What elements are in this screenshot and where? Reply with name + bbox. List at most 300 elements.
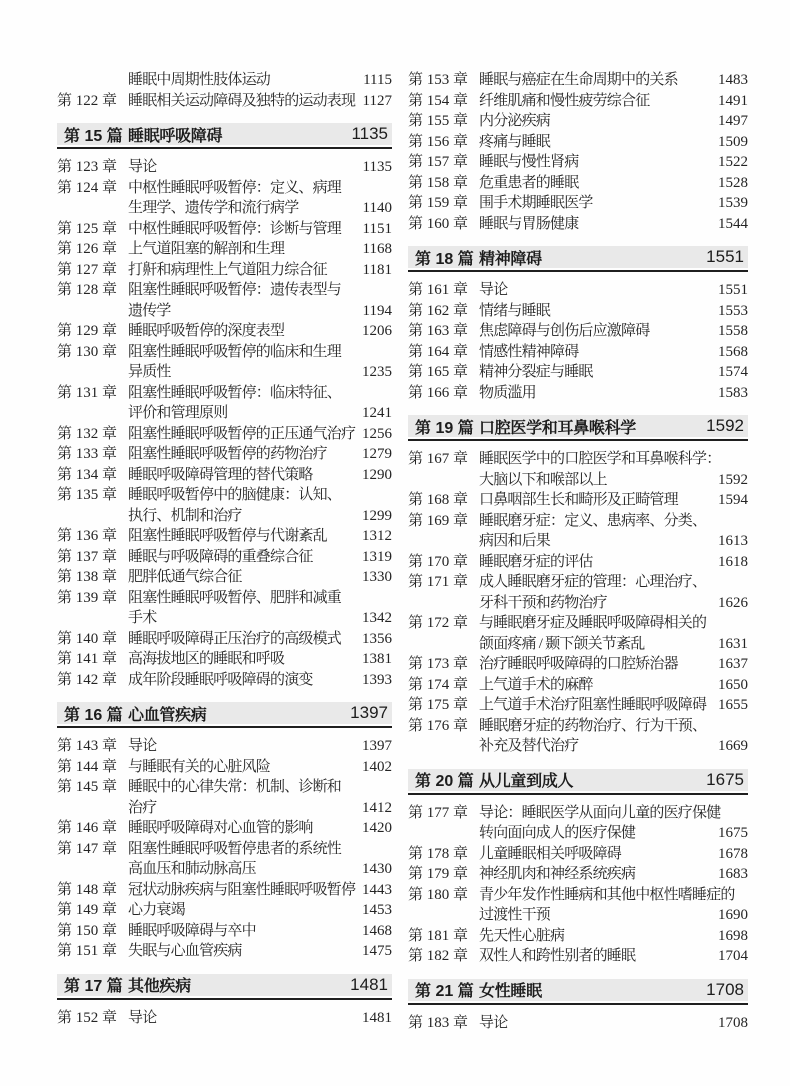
chapter-page-number: 1481 <box>362 1009 392 1026</box>
toc-entry-line <box>408 634 748 655</box>
toc-entry-line <box>408 593 748 614</box>
section-title: 其他疾病 <box>128 978 191 995</box>
chapter-title: 中枢性睡眠呼吸暂停：诊断与管理 <box>128 220 342 237</box>
toc-entry-line <box>408 301 748 322</box>
chapter-page-number: 1568 <box>718 343 748 360</box>
chapter-title: 物质滥用 <box>479 384 536 401</box>
chapter-title: 心力衰竭 <box>128 902 185 918</box>
chapter-page-number: 1655 <box>718 697 748 713</box>
chapter-title: 导论：睡眠医学从面向儿童的医疗保健 <box>479 804 721 821</box>
section-page-number: 1708 <box>706 979 744 999</box>
chapter-number-label: 第 153 章 <box>408 72 469 88</box>
chapter-title: 导论 <box>479 1014 508 1031</box>
chapter-number-label: 第 147 章 <box>57 840 118 857</box>
section-page-number: 1675 <box>706 769 744 789</box>
chapter-title: 睡眠呼吸暂停的深度表型 <box>128 323 285 339</box>
chapter-page-number: 1574 <box>718 364 748 380</box>
toc-entry-line <box>57 859 392 880</box>
chapter-page-number: 1127 <box>362 92 392 109</box>
chapter-page-number: 1402 <box>362 758 392 775</box>
chapter-title: 睡眠相关运动障碍及独特的运动表现 <box>128 92 356 109</box>
chapter-number-label: 第 179 章 <box>408 866 469 882</box>
chapter-number-label: 第 123 章 <box>57 159 118 175</box>
chapter-number-label: 第 170 章 <box>408 553 469 570</box>
section-rule <box>408 1003 748 1005</box>
chapter-number-label: 第 174 章 <box>408 676 469 693</box>
section-rule <box>408 439 748 441</box>
toc-entry-line <box>408 885 748 906</box>
chapter-number-label: 第 143 章 <box>57 738 118 754</box>
chapter-number-label: 第 137 章 <box>57 548 118 565</box>
toc-entry-line <box>57 900 392 921</box>
toc-entry-line <box>57 321 392 342</box>
section-title: 心血管疾病 <box>128 706 207 724</box>
chapter-page-number: 1618 <box>718 553 748 570</box>
toc-section-header <box>57 123 392 149</box>
toc-section-header <box>57 974 392 1000</box>
toc-entry-line <box>408 844 748 865</box>
toc-section-header <box>408 769 748 795</box>
chapter-title: 精神分裂症与睡眠 <box>479 364 593 380</box>
toc-section-bar <box>57 123 392 145</box>
chapter-title: 睡眠与慢性肾病 <box>479 154 579 170</box>
section-page-number: 1135 <box>351 124 388 143</box>
chapter-title: 围手术期睡眠医学 <box>479 195 593 211</box>
toc-section-header <box>408 246 748 272</box>
toc-entry-line <box>408 91 748 112</box>
chapter-number-label: 第 134 章 <box>57 466 118 483</box>
chapter-page-number: 1669 <box>718 738 748 754</box>
section-number-label: 第 21 篇 <box>415 983 474 1000</box>
chapter-page-number: 1393 <box>362 671 392 688</box>
toc-entry-line <box>408 490 748 511</box>
toc-entry-line <box>57 649 392 670</box>
chapter-number-label: 第 129 章 <box>57 323 118 339</box>
toc-entry-line <box>408 362 748 383</box>
toc-section-bar <box>57 702 392 724</box>
chapter-page-number: 1256 <box>362 425 392 442</box>
chapter-title: 与睡眠磨牙症及睡眠呼吸障碍相关的 <box>479 615 707 631</box>
chapter-title: 上气道阻塞的解剖和生理 <box>128 241 285 257</box>
chapter-number-label: 第 176 章 <box>408 717 469 734</box>
chapter-title: 阻塞性睡眠呼吸暂停的正压通气治疗 <box>128 425 356 442</box>
chapter-page-number: 1181 <box>362 261 392 278</box>
chapter-number-label: 第 139 章 <box>57 589 118 606</box>
chapter-page-number: 1698 <box>718 927 748 944</box>
chapter-number-label: 第 132 章 <box>57 425 118 442</box>
chapter-title: 打鼾和病理性上气道阻力综合征 <box>128 261 327 278</box>
toc-entry-line <box>408 70 748 91</box>
chapter-title: 生理学、遗传学和流行病学 <box>128 200 299 216</box>
toc-section-header <box>408 979 748 1005</box>
chapter-page-number: 1279 <box>362 446 392 462</box>
chapter-title: 治疗 <box>128 799 157 816</box>
chapter-page-number: 1544 <box>718 215 748 232</box>
toc-entry-line <box>408 511 748 532</box>
section-rule <box>57 726 392 728</box>
chapter-number-label: 第 140 章 <box>57 630 118 647</box>
chapter-page-number: 1356 <box>362 630 392 647</box>
chapter-title: 焦虑障碍与创伤后应激障碍 <box>479 323 650 339</box>
section-number-label: 第 20 篇 <box>415 773 474 790</box>
toc-entry-line <box>408 111 748 132</box>
chapter-number-label: 第 160 章 <box>408 215 469 232</box>
chapter-title: 导论 <box>479 282 508 298</box>
toc-entry-line <box>408 716 748 737</box>
toc-entry-line <box>57 608 392 629</box>
chapter-title: 治疗睡眠呼吸障碍的口腔矫治器 <box>479 656 678 672</box>
chapter-number-label: 第 125 章 <box>57 220 118 237</box>
toc-entry-line <box>57 757 392 778</box>
toc-entry-line <box>408 864 748 885</box>
chapter-page-number: 1637 <box>718 656 748 672</box>
chapter-title: 阻塞性睡眠呼吸暂停、肥胖和减重 <box>128 589 342 606</box>
chapter-title: 儿童睡眠相关呼吸障碍 <box>479 845 622 862</box>
section-number-label: 第 17 篇 <box>64 978 123 995</box>
chapter-title: 青少年发作性睡病和其他中枢性嗜睡症的 <box>479 886 735 903</box>
toc-section-bar <box>408 979 748 1001</box>
toc-entry-line <box>408 321 748 342</box>
toc-entry-line <box>57 547 392 568</box>
chapter-title: 与睡眠有关的心脏风险 <box>128 758 271 775</box>
toc-entry-line <box>408 193 748 214</box>
chapter-number-label: 第 169 章 <box>408 512 469 529</box>
toc-entry-line <box>57 736 392 757</box>
toc-entry-line <box>57 798 392 819</box>
chapter-title: 导论 <box>128 738 157 754</box>
chapter-page-number: 1241 <box>362 405 392 421</box>
toc-entry-line <box>408 572 748 593</box>
chapter-title: 睡眠磨牙症的药物治疗、行为干预、 <box>479 717 707 734</box>
chapter-number-label: 第 173 章 <box>408 656 469 672</box>
toc-entry-line <box>57 880 392 901</box>
chapter-page-number: 1319 <box>362 548 392 565</box>
toc-entry-line <box>57 670 392 691</box>
chapter-title: 执行、机制和治疗 <box>128 507 242 524</box>
toc-entry-line <box>408 173 748 194</box>
toc-entry-line <box>57 818 392 839</box>
chapter-title: 睡眠医学中的口腔医学和耳鼻喉科学： <box>479 451 721 467</box>
section-title: 从儿童到成人 <box>479 773 574 790</box>
chapter-number-label: 第 157 章 <box>408 154 469 170</box>
chapter-number-label: 第 127 章 <box>57 261 118 278</box>
chapter-title: 睡眠磨牙症：定义、患病率、分类、 <box>479 512 707 529</box>
chapter-title: 冠状动脉疾病与阻塞性睡眠呼吸暂停 <box>128 881 356 898</box>
chapter-page-number: 1650 <box>718 676 748 693</box>
chapter-title: 手术 <box>128 610 157 626</box>
toc-entry-line <box>408 383 748 404</box>
chapter-page-number: 1539 <box>718 195 748 211</box>
chapter-number-label: 第 177 章 <box>408 804 469 821</box>
section-page-number: 1551 <box>706 247 744 266</box>
chapter-page-number: 1491 <box>718 92 748 109</box>
chapter-number-label: 第 142 章 <box>57 671 118 688</box>
chapter-number-label: 第 128 章 <box>57 282 118 298</box>
toc-section-bar <box>408 246 748 268</box>
toc-entry-line <box>57 444 392 465</box>
chapter-number-label: 第 164 章 <box>408 343 469 360</box>
chapter-title: 转向面向成人的医疗保健 <box>479 825 636 841</box>
chapter-page-number: 1206 <box>362 323 392 339</box>
chapter-page-number: 1330 <box>362 569 392 585</box>
chapter-number-label: 第 145 章 <box>57 779 118 795</box>
chapter-number-label: 第 158 章 <box>408 174 469 191</box>
chapter-number-label: 第 138 章 <box>57 569 118 585</box>
toc-entry-line <box>408 654 748 675</box>
toc-entry-line <box>57 1008 392 1029</box>
chapter-number-label: 第 146 章 <box>57 820 118 836</box>
section-page-number: 1397 <box>350 703 388 722</box>
chapter-title: 口鼻咽部生长和畸形及正畸管理 <box>479 492 678 508</box>
chapter-number-label: 第 163 章 <box>408 323 469 339</box>
toc-entry-line <box>408 449 748 470</box>
toc-entry-line <box>57 260 392 281</box>
chapter-page-number: 1708 <box>718 1014 748 1031</box>
toc-entry-line <box>57 941 392 962</box>
toc-section-bar <box>57 974 392 996</box>
toc-entry-line <box>408 803 748 824</box>
section-rule <box>57 998 392 1000</box>
toc-entry-line <box>408 531 748 552</box>
chapter-page-number: 1430 <box>362 861 392 877</box>
chapter-page-number: 1290 <box>362 466 392 483</box>
chapter-title: 高海拔地区的睡眠和呼吸 <box>128 651 285 667</box>
toc-column-left <box>57 70 392 1028</box>
chapter-title: 先天性心脏病 <box>479 927 565 944</box>
chapter-title: 阻塞性睡眠呼吸暂停：遗传表型与 <box>128 282 342 298</box>
toc-entry-line <box>408 736 748 757</box>
toc-entry-line <box>408 152 748 173</box>
chapter-page-number: 1443 <box>362 881 392 898</box>
section-title: 睡眠呼吸障碍 <box>128 127 223 145</box>
chapter-number-label: 第 136 章 <box>57 528 118 544</box>
toc-entry-line <box>408 675 748 696</box>
chapter-number-label: 第 155 章 <box>408 113 469 129</box>
chapter-title: 阻塞性睡眠呼吸暂停与代谢紊乱 <box>128 528 327 544</box>
chapter-title: 情绪与睡眠 <box>479 302 551 319</box>
chapter-number-label: 第 152 章 <box>57 1009 118 1026</box>
chapter-title: 过渡性干预 <box>479 907 551 923</box>
chapter-title: 睡眠中的心律失常：机制、诊断和 <box>128 779 342 795</box>
toc-entry-line <box>57 280 392 301</box>
chapter-title: 成年阶段睡眠呼吸障碍的演变 <box>128 671 313 688</box>
chapter-number-label: 第 154 章 <box>408 92 469 109</box>
chapter-page-number: 1631 <box>718 635 748 652</box>
chapter-page-number: 1592 <box>718 471 748 488</box>
chapter-number-label: 第 124 章 <box>57 179 118 196</box>
chapter-number-label: 第 126 章 <box>57 241 118 257</box>
chapter-title: 睡眠呼吸暂停中的脑健康：认知、 <box>128 487 342 503</box>
toc-entry-line <box>57 424 392 445</box>
chapter-page-number: 1613 <box>718 533 748 549</box>
chapter-title: 导论 <box>128 1009 157 1026</box>
chapter-number-label: 第 165 章 <box>408 364 469 380</box>
toc-entry-line <box>408 280 748 301</box>
chapter-page-number: 1522 <box>718 154 748 170</box>
chapter-title: 睡眠中周期性肢体运动 <box>128 72 271 88</box>
toc-entry-line <box>408 552 748 573</box>
toc-entry-line <box>57 485 392 506</box>
toc-entry-line <box>57 921 392 942</box>
chapter-title: 睡眠呼吸障碍与卒中 <box>128 922 256 939</box>
chapter-page-number: 1468 <box>362 922 392 939</box>
toc-entry-line <box>57 403 392 424</box>
chapter-title: 阻塞性睡眠呼吸暂停：临床特征、 <box>128 384 342 401</box>
chapter-title: 神经肌肉和神经系统疾病 <box>479 866 636 882</box>
chapter-title: 睡眠呼吸障碍对心血管的影响 <box>128 820 313 836</box>
chapter-number-label: 第 167 章 <box>408 451 469 467</box>
chapter-number-label: 第 178 章 <box>408 845 469 862</box>
toc-entry-line <box>57 239 392 260</box>
chapter-number-label: 第 148 章 <box>57 881 118 898</box>
chapter-page-number: 1420 <box>362 820 392 836</box>
section-title: 口腔医学和耳鼻喉科学 <box>479 419 637 437</box>
toc-entry-line <box>408 926 748 947</box>
chapter-number-label: 第 130 章 <box>57 343 118 360</box>
chapter-page-number: 1140 <box>362 200 392 216</box>
toc-section-header <box>408 415 748 441</box>
toc-entry-line <box>57 839 392 860</box>
section-rule <box>408 270 748 272</box>
chapter-number-label: 第 168 章 <box>408 492 469 508</box>
chapter-number-label: 第 180 章 <box>408 886 469 903</box>
chapter-number-label: 第 175 章 <box>408 697 469 713</box>
chapter-title: 上气道手术治疗阻塞性睡眠呼吸障碍 <box>479 697 707 713</box>
toc-entry-line <box>57 198 392 219</box>
toc-entry-line <box>408 1013 748 1034</box>
chapter-number-label: 第 182 章 <box>408 948 469 964</box>
chapter-page-number: 1558 <box>718 323 748 339</box>
toc-entry-line <box>57 588 392 609</box>
chapter-page-number: 1453 <box>362 902 392 918</box>
toc-entry-line <box>408 695 748 716</box>
chapter-page-number: 1678 <box>718 845 748 862</box>
chapter-page-number: 1235 <box>362 364 392 380</box>
toc-entry-line <box>57 526 392 547</box>
section-title: 精神障碍 <box>479 250 542 268</box>
chapter-title: 肥胖低通气综合征 <box>128 569 242 585</box>
toc-entry-line <box>57 506 392 527</box>
chapter-page-number: 1381 <box>362 651 392 667</box>
chapter-title: 睡眠磨牙症的评估 <box>479 553 593 570</box>
chapter-page-number: 1168 <box>362 241 392 257</box>
chapter-title: 睡眠与癌症在生命周期中的关系 <box>479 72 678 88</box>
toc-entry-line <box>408 613 748 634</box>
toc-entry-line <box>57 629 392 650</box>
section-number-label: 第 15 篇 <box>64 127 123 145</box>
chapter-number-label: 第 161 章 <box>408 282 469 298</box>
chapter-title: 大脑以下和喉部以上 <box>479 471 607 488</box>
section-rule <box>57 147 392 149</box>
chapter-page-number: 1312 <box>362 528 392 544</box>
chapter-title: 阻塞性睡眠呼吸暂停的药物治疗 <box>128 446 327 462</box>
chapter-title: 牙科干预和药物治疗 <box>479 594 607 611</box>
chapter-page-number: 1594 <box>718 492 748 508</box>
chapter-page-number: 1151 <box>362 220 392 237</box>
section-title: 女性睡眠 <box>479 983 542 1000</box>
chapter-page-number: 1683 <box>718 866 748 882</box>
chapter-page-number: 1626 <box>718 594 748 611</box>
chapter-number-label: 第 156 章 <box>408 133 469 150</box>
chapter-number-label: 第 133 章 <box>57 446 118 462</box>
toc-entry-line <box>408 823 748 844</box>
chapter-number-label: 第 183 章 <box>408 1014 469 1031</box>
chapter-title: 评价和管理原则 <box>128 405 228 421</box>
chapter-page-number: 1135 <box>362 159 392 175</box>
chapter-title: 纤维肌痛和慢性疲劳综合征 <box>479 92 650 109</box>
chapter-number-label: 第 181 章 <box>408 927 469 944</box>
chapter-page-number: 1412 <box>362 799 392 816</box>
chapter-title: 上气道手术的麻醉 <box>479 676 593 693</box>
chapter-title: 病因和后果 <box>479 533 551 549</box>
chapter-title: 睡眠与胃肠健康 <box>479 215 579 232</box>
chapter-title: 睡眠与呼吸障碍的重叠综合征 <box>128 548 313 565</box>
chapter-number-label: 第 141 章 <box>57 651 118 667</box>
chapter-title: 危重患者的睡眠 <box>479 174 579 191</box>
chapter-page-number: 1675 <box>718 825 748 841</box>
toc-entry-line <box>57 362 392 383</box>
chapter-number-label: 第 172 章 <box>408 615 469 631</box>
toc-entry-line <box>408 946 748 967</box>
toc-entry-line <box>57 70 392 91</box>
toc-entry-line <box>57 342 392 363</box>
chapter-title: 异质性 <box>128 364 171 380</box>
toc-entry-line <box>57 219 392 240</box>
chapter-title: 高血压和肺动脉高压 <box>128 861 256 877</box>
chapter-title: 阻塞性睡眠呼吸暂停的临床和生理 <box>128 343 342 360</box>
chapter-title: 遗传学 <box>128 302 171 319</box>
chapter-page-number: 1194 <box>362 302 392 319</box>
toc-column-right <box>408 70 748 1033</box>
chapter-page-number: 1475 <box>362 943 392 959</box>
chapter-page-number: 1483 <box>718 72 748 88</box>
chapter-title: 中枢性睡眠呼吸暂停：定义、病理 <box>128 179 342 196</box>
chapter-title: 情感性精神障碍 <box>479 343 579 360</box>
section-page-number: 1481 <box>350 974 388 994</box>
section-rule <box>408 793 748 795</box>
toc-section-header <box>57 702 392 728</box>
toc-entry-line <box>57 567 392 588</box>
section-page-number: 1592 <box>706 416 744 435</box>
chapter-number-label: 第 166 章 <box>408 384 469 401</box>
chapter-number-label: 第 135 章 <box>57 487 118 503</box>
chapter-page-number: 1690 <box>718 907 748 923</box>
toc-entry-line <box>408 132 748 153</box>
toc-section-bar <box>408 769 748 791</box>
toc-entry-line <box>408 905 748 926</box>
chapter-page-number: 1528 <box>718 174 748 191</box>
chapter-number-label: 第 122 章 <box>57 92 118 109</box>
chapter-number-label: 第 131 章 <box>57 384 118 401</box>
chapter-title: 成人睡眠磨牙症的管理：心理治疗、 <box>479 574 707 590</box>
chapter-title: 颌面疼痛 / 颞下颌关节紊乱 <box>479 635 645 652</box>
chapter-page-number: 1583 <box>718 384 748 401</box>
section-number-label: 第 19 篇 <box>415 419 474 437</box>
section-number-label: 第 18 篇 <box>415 250 474 268</box>
chapter-number-label: 第 149 章 <box>57 902 118 918</box>
toc-entry-line <box>408 214 748 235</box>
chapter-number-label: 第 151 章 <box>57 943 118 959</box>
chapter-page-number: 1497 <box>718 113 748 129</box>
chapter-number-label: 第 162 章 <box>408 302 469 319</box>
chapter-title: 失眠与心血管疾病 <box>128 943 242 959</box>
chapter-page-number: 1704 <box>718 948 748 964</box>
toc-entry-line <box>57 91 392 112</box>
chapter-page-number: 1551 <box>718 282 748 298</box>
chapter-number-label: 第 144 章 <box>57 758 118 775</box>
chapter-number-label: 第 150 章 <box>57 922 118 939</box>
chapter-title: 阻塞性睡眠呼吸暂停患者的系统性 <box>128 840 342 857</box>
